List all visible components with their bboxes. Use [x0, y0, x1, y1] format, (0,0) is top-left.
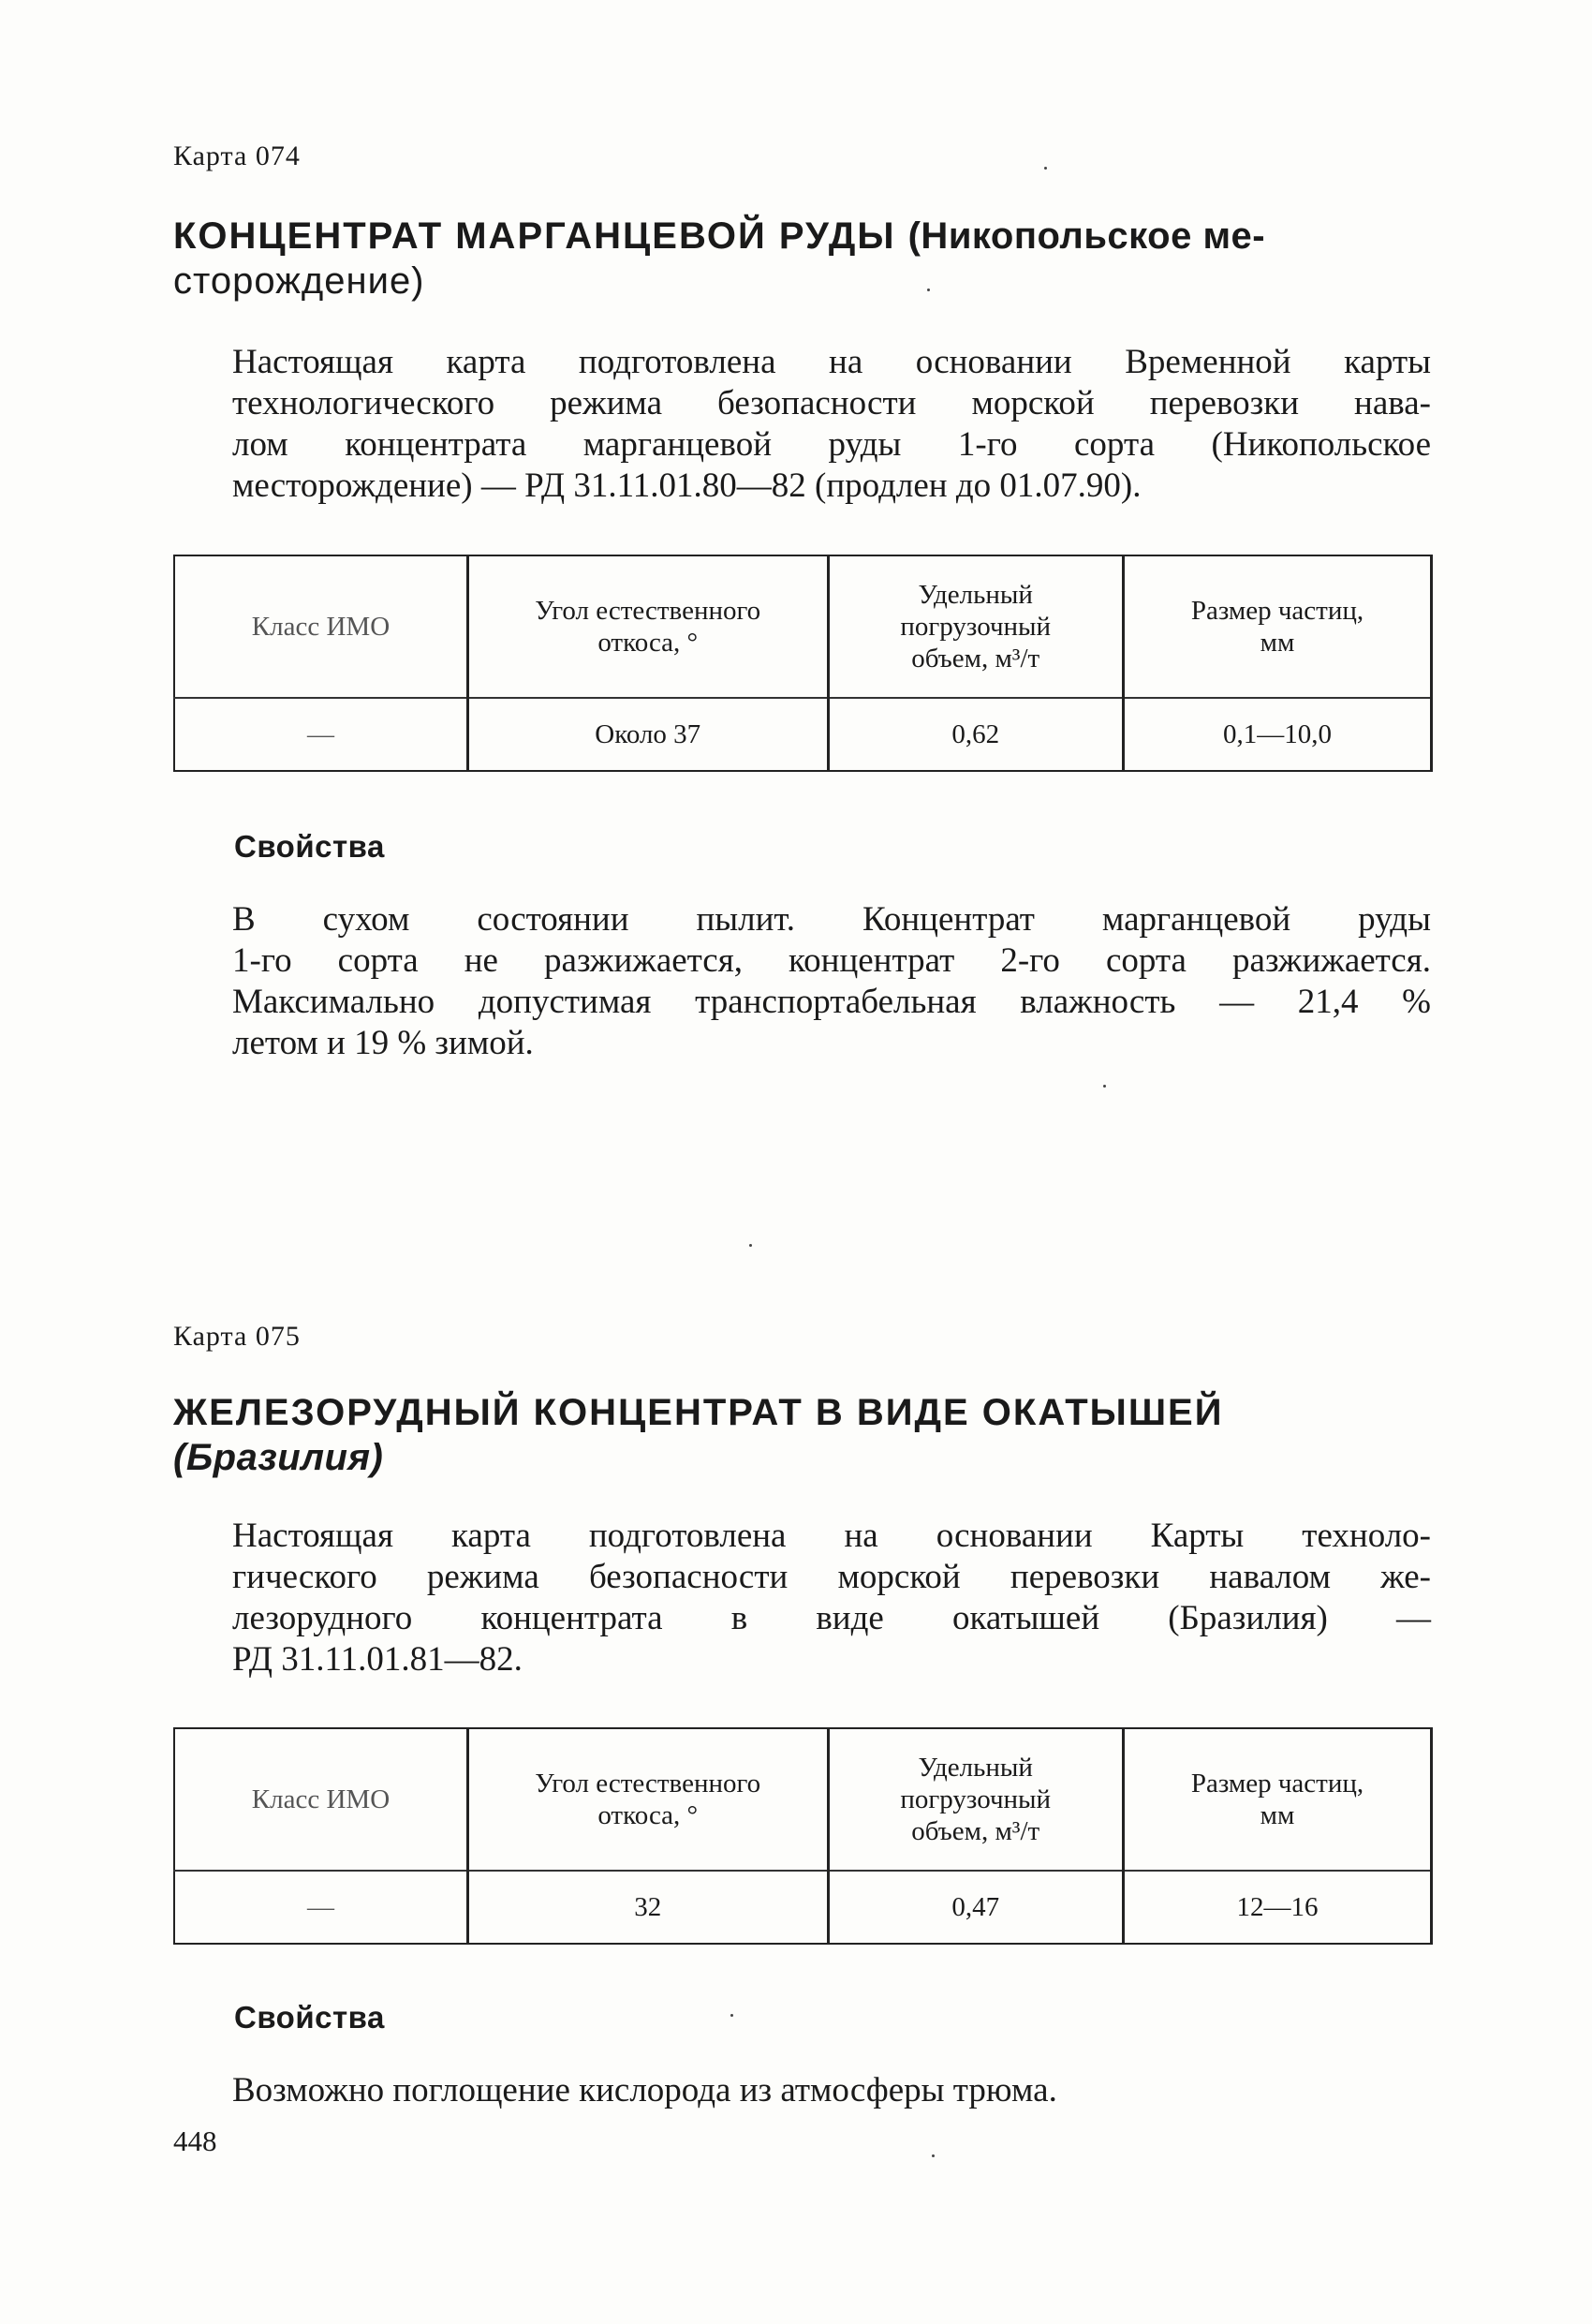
header-text: Размер частиц,: [1190, 1769, 1364, 1799]
column-header-imo-class: [174, 555, 467, 698]
table-row: [174, 1871, 1432, 1944]
header-text: Угол естественного: [535, 1769, 761, 1799]
column-header-particle-size: [1123, 1728, 1431, 1871]
column-header-repose-angle: [467, 555, 828, 698]
properties-table: [173, 555, 1433, 772]
header-text: Класс ИМО: [251, 1784, 391, 1814]
cell-stowage-factor: 0,62: [828, 698, 1123, 771]
text-line: летом и 19 % зимой.: [232, 1024, 534, 1062]
text-line: Настоящая карта подготовлена на основании Временной карты: [232, 343, 1431, 381]
properties-heading: Свойства: [234, 2000, 385, 2035]
table-header-row: [174, 1728, 1432, 1871]
header-text: объем, м³/т: [911, 644, 1040, 674]
cell-particle-size: 0,1—10,0: [1123, 698, 1431, 771]
text-line: Настоящая карта подготовлена на основании Карты техноло-: [232, 1517, 1431, 1555]
card-subtitle-continued: сторождение): [173, 260, 425, 302]
properties-paragraph: [232, 899, 1431, 1064]
card-title: КОНЦЕНТРАТ МАРГАНЦЕВОЙ РУДЫ: [173, 215, 896, 257]
header-text: погрузочный: [900, 1784, 1052, 1814]
header-text: мм: [1260, 628, 1295, 658]
cell-imo-class: —: [174, 698, 467, 771]
header-text: откоса, °: [597, 1800, 699, 1830]
text-line: В сухом состоянии пылит. Концентрат марганцевой руды: [232, 900, 1431, 939]
text-line: РД 31.11.01.81—82.: [232, 1640, 523, 1679]
properties-table: [173, 1727, 1433, 1945]
table-header-row: [174, 555, 1432, 698]
page-number: 448: [173, 2124, 217, 2157]
scan-speck: [932, 2154, 935, 2157]
card-subtitle: (Никопольское ме-: [907, 215, 1266, 257]
text-line: лом концентрата марганцевой руды 1-го сорта (Никопольское: [232, 425, 1431, 464]
text-line: месторождение) — РД 31.11.01.80—82 (продлен до 01.07.90).: [232, 466, 1142, 505]
column-header-repose-angle: [467, 1728, 828, 1871]
text-line: 1-го сорта не разжижается, концентрат 2-го сорта разжижается.: [232, 941, 1431, 980]
header-text: откоса, °: [597, 628, 699, 658]
card-heading: [173, 1390, 1437, 1480]
text-line: технологического режима безопасности морской перевозки нава-: [232, 384, 1431, 422]
text-line: гического режима безопасности морской перевозки навалом же-: [232, 1558, 1431, 1596]
scan-speck: [730, 2014, 733, 2017]
header-text: Класс ИМО: [251, 612, 391, 642]
cell-stowage-factor: 0,47: [828, 1871, 1123, 1944]
properties-heading: Свойства: [234, 829, 385, 864]
column-header-particle-size: [1123, 555, 1431, 698]
header-text: Удельный: [918, 580, 1033, 610]
intro-paragraph: [232, 1516, 1431, 1680]
card-title: ЖЕЛЕЗОРУДНЫЙ КОНЦЕНТРАТ В ВИДЕ ОКАТЫШЕЙ: [173, 1392, 1224, 1433]
card-label: Карта 075: [173, 1321, 301, 1352]
header-text: погрузочный: [900, 612, 1052, 642]
header-text: объем, м³/т: [911, 1816, 1040, 1846]
scan-speck: [1103, 1085, 1106, 1088]
text-line: Максимально допустимая транспортабельная влажность — 21,4 %: [232, 983, 1431, 1021]
table-row: [174, 698, 1432, 771]
text-line: Возможно поглощение кислорода из атмосферы трюма.: [232, 2071, 1057, 2109]
header-text: Удельный: [918, 1753, 1033, 1783]
card-label: Карта 074: [173, 141, 301, 171]
header-text: мм: [1260, 1800, 1295, 1830]
cell-particle-size: 12—16: [1123, 1871, 1431, 1944]
column-header-imo-class: [174, 1728, 467, 1871]
text-line: лезорудного концентрата в виде окатышей (Бразилия) —: [232, 1599, 1431, 1637]
scan-speck: [1044, 167, 1047, 170]
card-heading: [173, 214, 1437, 303]
scan-speck: [749, 1244, 752, 1247]
cell-repose-angle: 32: [467, 1871, 828, 1944]
header-text: Размер частиц,: [1190, 596, 1364, 626]
column-header-stowage-factor: [828, 1728, 1123, 1871]
scan-speck: [927, 289, 930, 291]
intro-paragraph: [232, 342, 1431, 507]
header-text: Угол естественного: [535, 596, 761, 626]
properties-paragraph: [232, 2070, 1431, 2111]
cell-imo-class: —: [174, 1871, 467, 1944]
card-subtitle: (Бразилия): [173, 1437, 384, 1478]
column-header-stowage-factor: [828, 555, 1123, 698]
cell-repose-angle: Около 37: [467, 698, 828, 771]
